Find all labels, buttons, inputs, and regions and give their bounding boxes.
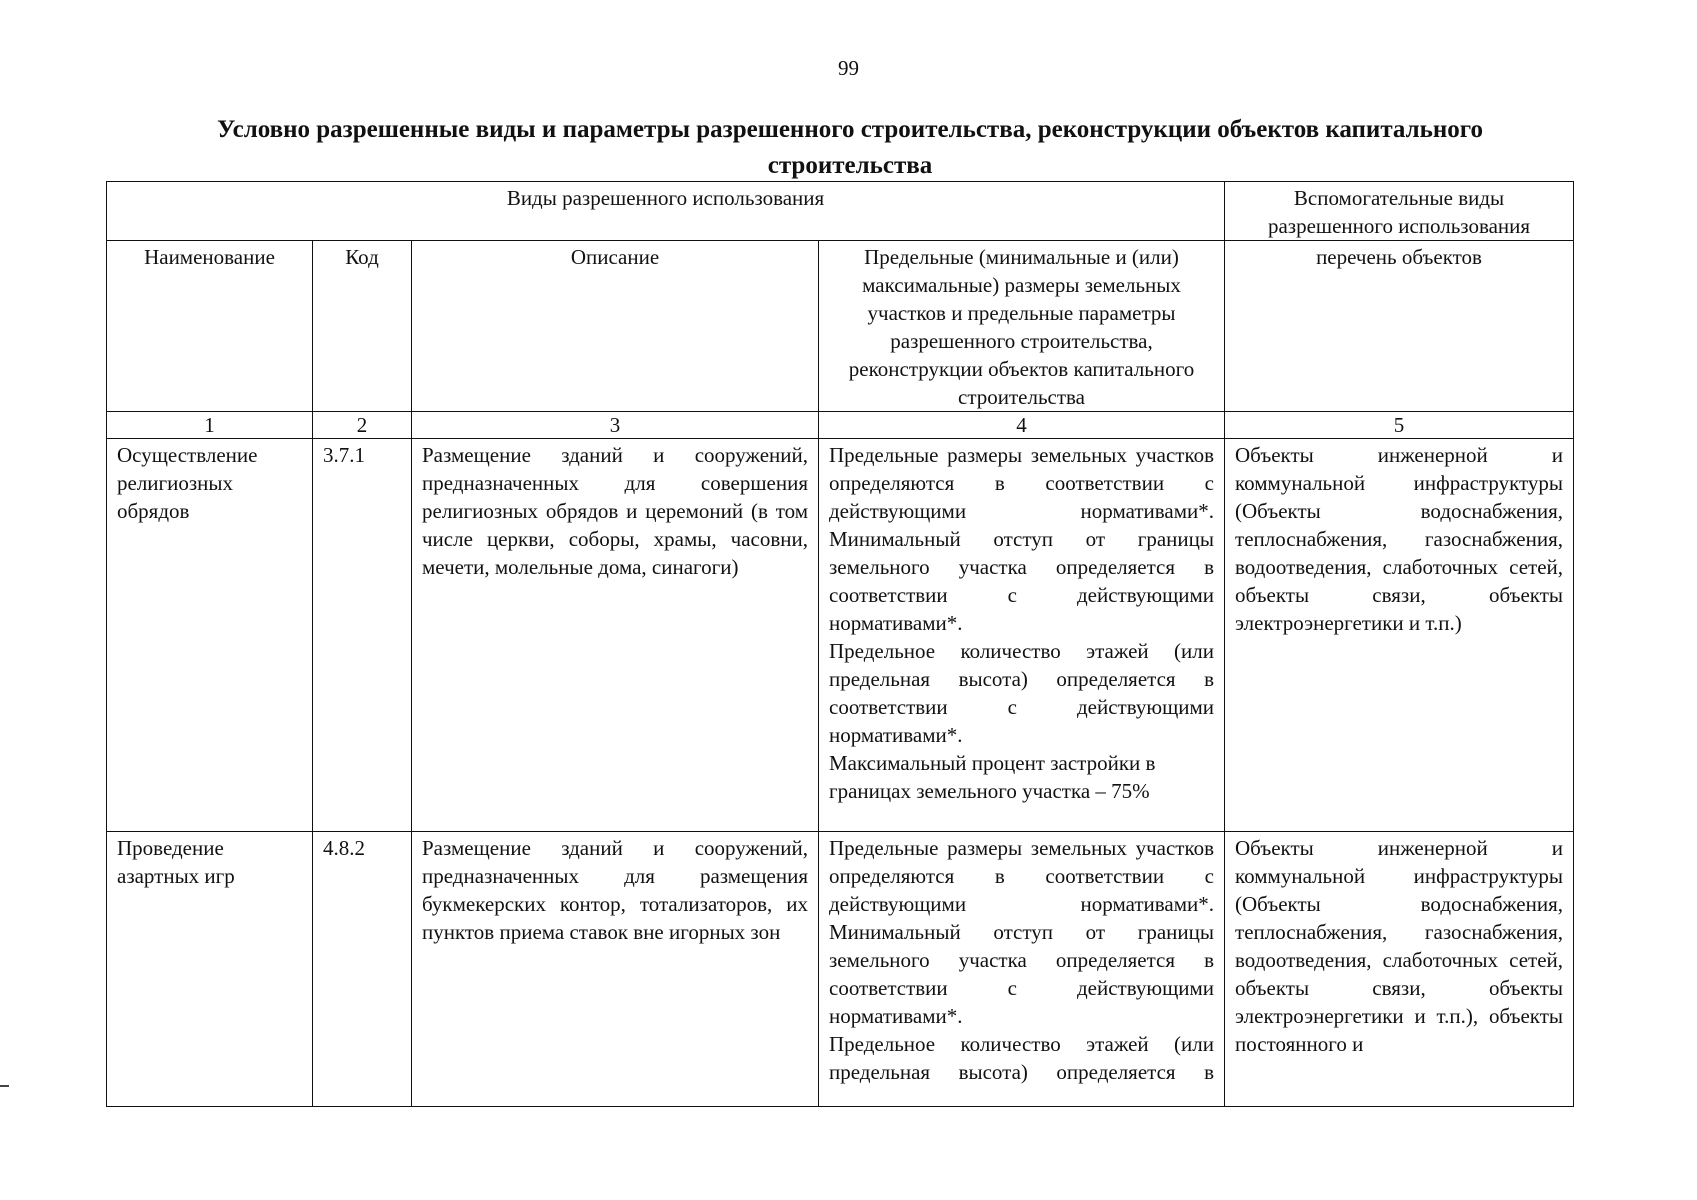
group-header-auxiliary: Вспомогательные виды разрешенного использования [1225, 182, 1574, 241]
column-header-description: Описание [412, 241, 819, 412]
cell-limits [819, 832, 1225, 1107]
limits-paragraph: Предельные размеры земельных участков определяются в соответствии с действующими нормативами*. [829, 443, 1215, 523]
page-title-line-2: строительства [767, 152, 933, 179]
column-header-objects: перечень объектов [1225, 241, 1574, 412]
cell-limits [819, 439, 1225, 832]
column-number: 5 [1225, 412, 1574, 439]
cell-objects: Объекты инженерной и коммунальной инфраструктуры (Объекты водоснабжения, теплоснабжения, газоснабжения, водоотведения, слаботочных сетей, объекты связи, объекты электроэнергетики и т.п.) [1225, 439, 1574, 832]
column-header-row [107, 241, 1574, 412]
permitted-use-table [106, 181, 1574, 1107]
column-number: 2 [313, 412, 412, 439]
cell-code: 4.8.2 [313, 832, 412, 1107]
page-number: 99 [838, 56, 859, 80]
column-number-row [107, 412, 1574, 439]
table-row [107, 832, 1574, 1107]
column-number: 4 [819, 412, 1225, 439]
column-header-name: Наименование [107, 241, 313, 412]
cell-objects: Объекты инженерной и коммунальной инфраструктуры (Объекты водоснабжения, теплоснабжения, газоснабжения, водоотведения, слаботочных сетей, объекты связи, объекты электроэнергетики и т.п.), объекты постоянного и [1225, 832, 1574, 1107]
page-title-line-1: Условно разрешенные виды и параметры разрешенного строительства, реконструкции объектов капитального [216, 116, 1484, 143]
column-number: 3 [412, 412, 819, 439]
page-title [100, 112, 1600, 184]
group-header-row [107, 182, 1574, 241]
group-header-types: Виды разрешенного использования [107, 182, 1225, 241]
limits-paragraph: Предельное количество этажей (или предельная высота) определяется в соответствии с действующими нормативами*. [829, 639, 1215, 747]
limits-paragraph: Максимальный процент застройки в границах земельного участка – 75% [829, 751, 1156, 803]
column-number: 1 [107, 412, 313, 439]
limits-paragraph: Минимальный отступ от границы земельного участка определяется в соответствии с действующими нормативами*. [829, 920, 1215, 1028]
column-header-code: Код [313, 241, 412, 412]
cell-code: 3.7.1 [313, 439, 412, 832]
scan-margin-mark [0, 1085, 9, 1087]
cell-name: Осуществление религиозных обрядов [107, 439, 313, 832]
limits-paragraph: Предельное количество этажей (или предельная высота) определяется в [829, 1032, 1215, 1084]
cell-name: Проведение азартных игр [107, 832, 313, 1107]
cell-description: Размещение зданий и сооружений, предназначенных для размещения букмекерских контор, тотализаторов, их пунктов приема ставок вне игорных зон [412, 832, 819, 1107]
limits-paragraph: Предельные размеры земельных участков определяются в соответствии с действующими нормативами*. [829, 836, 1215, 916]
cell-description: Размещение зданий и сооружений, предназначенных для совершения религиозных обрядов и церемоний (в том числе церкви, соборы, храмы, часовни, мечети, молельные дома, синагоги) [412, 439, 819, 832]
column-header-limits: Предельные (минимальные и (или) максимальные) размеры земельных участков и предельные параметры разрешенного строительства, реконструкции объектов капитального строительства [819, 241, 1225, 412]
table-row [107, 439, 1574, 832]
limits-paragraph: Минимальный отступ от границы земельного участка определяется в соответствии с действующими нормативами*. [829, 527, 1215, 635]
